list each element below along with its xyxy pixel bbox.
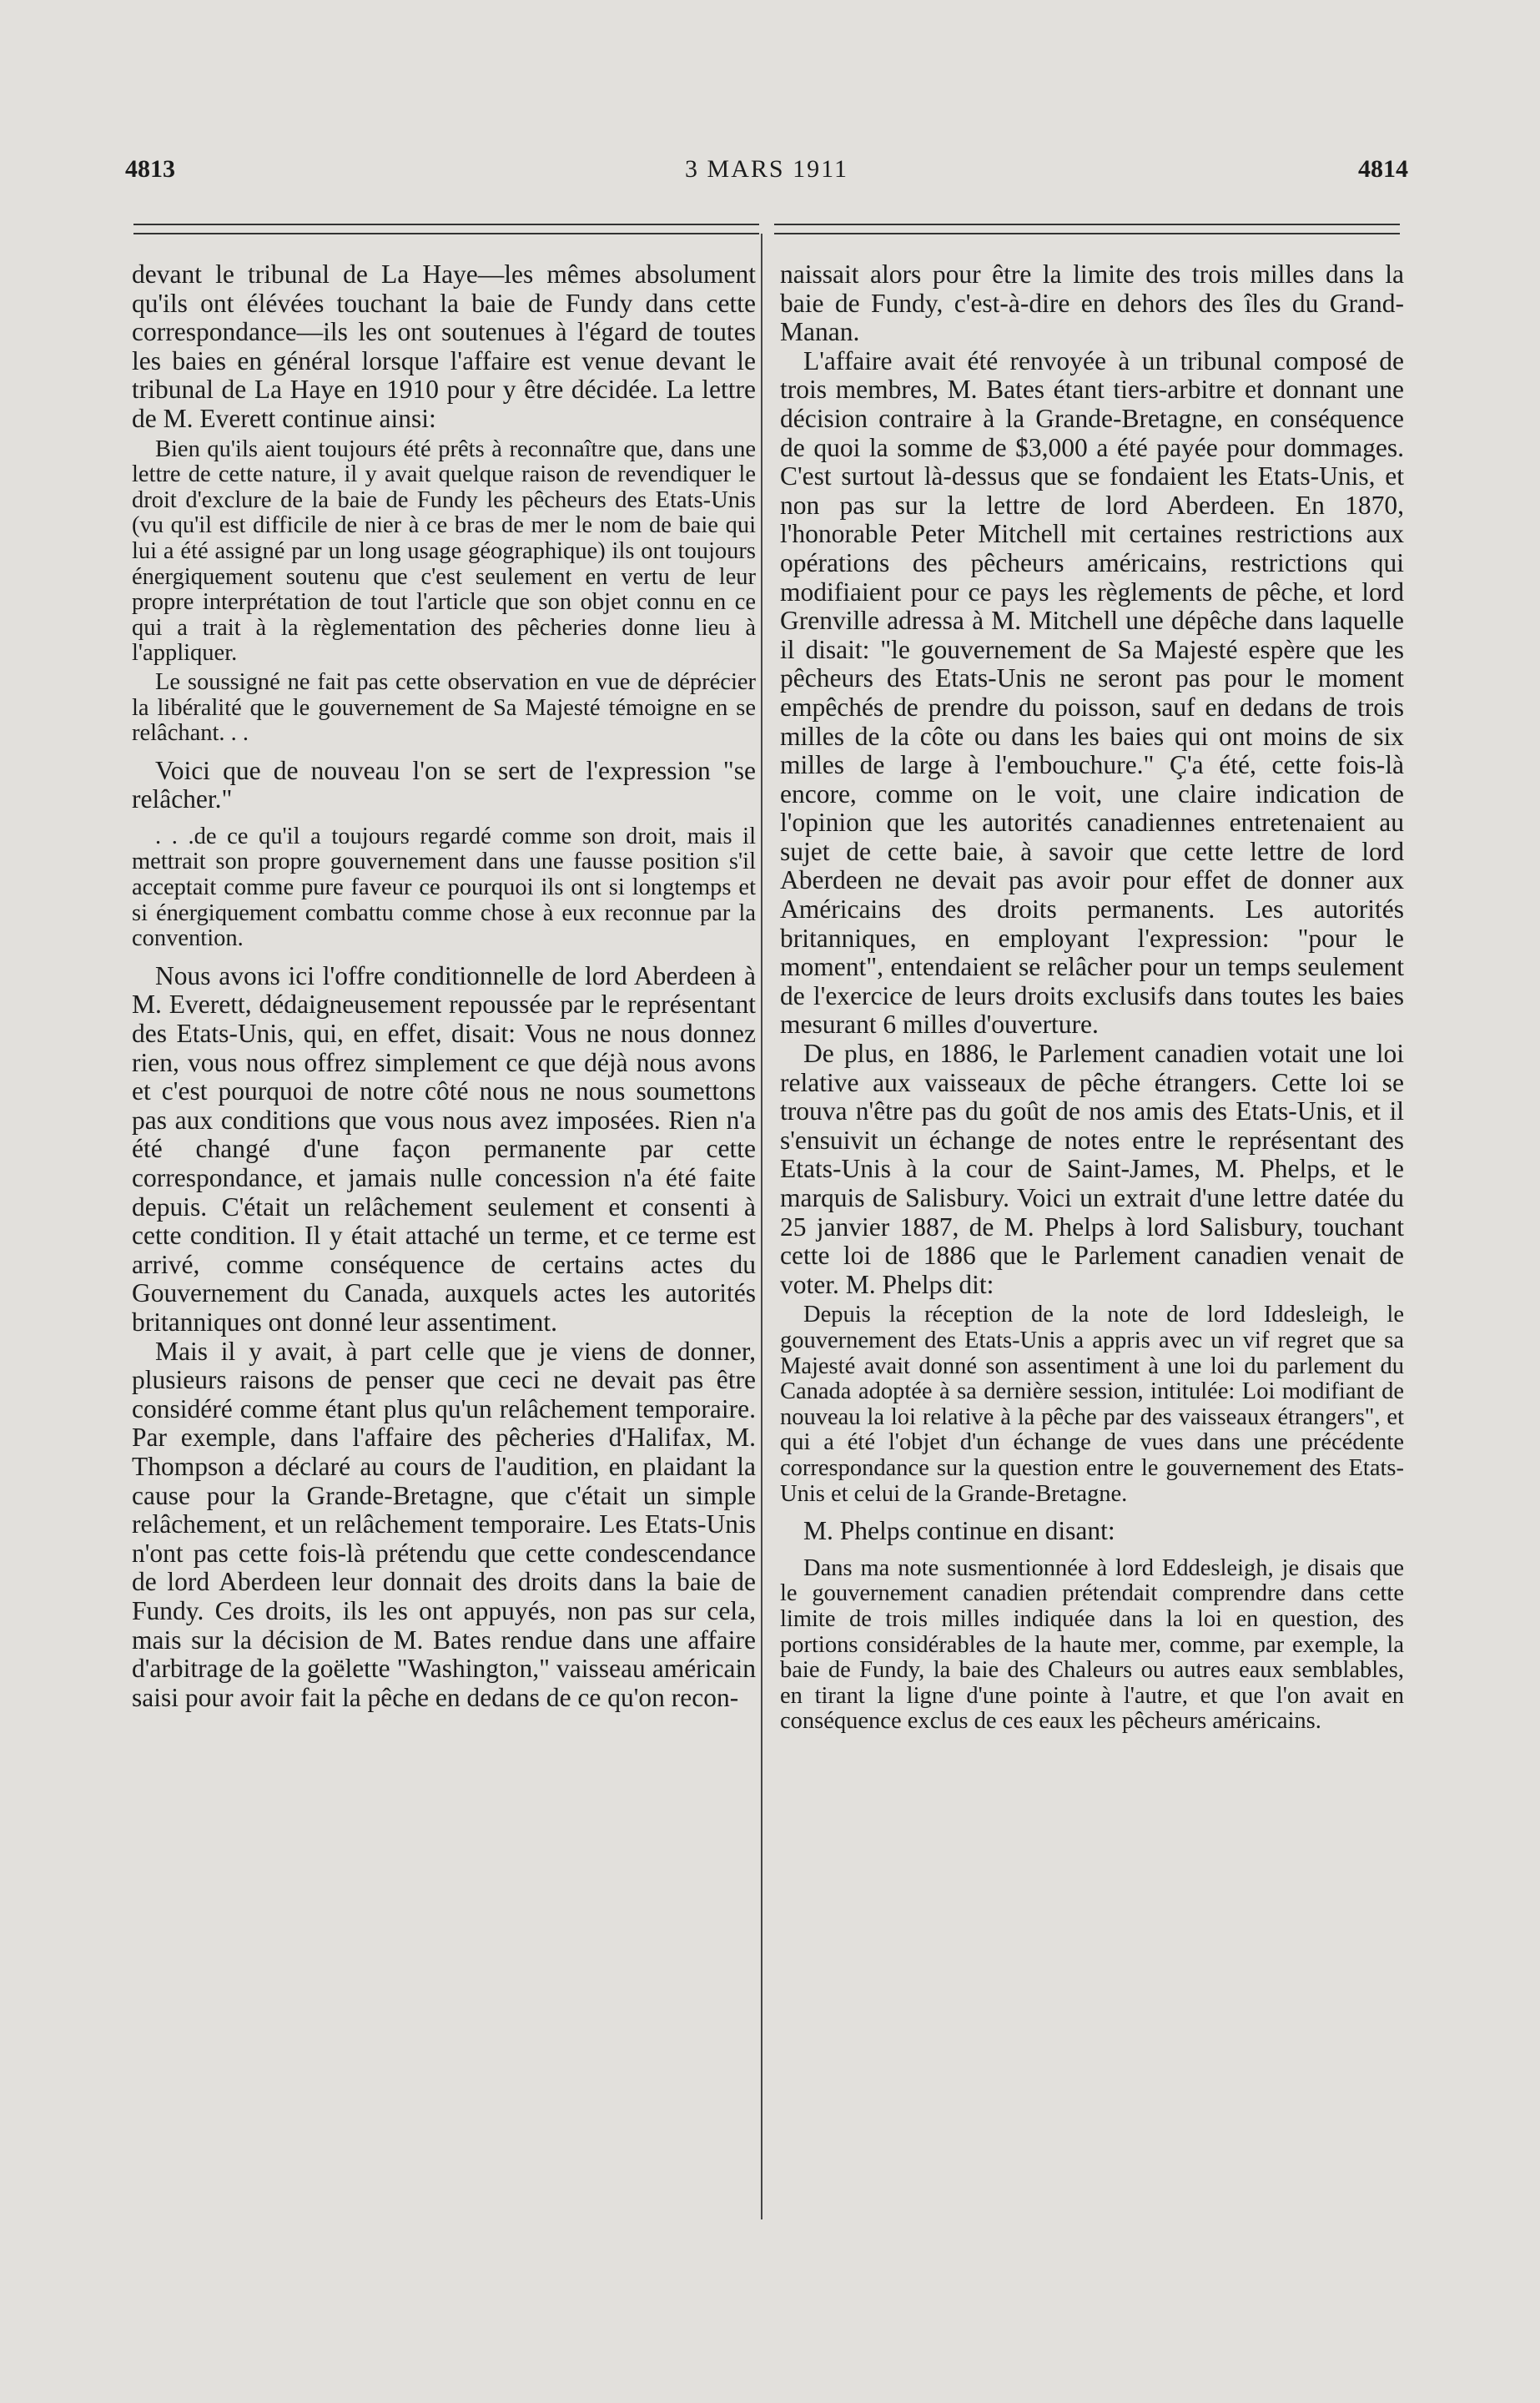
page-date: 3 MARS 1911 [685, 155, 848, 183]
right-column [780, 260, 1404, 1738]
paragraph: naissait alors pour être la limite des trois milles dans la baie de Fundy, c'est-à-dire en dehors des îles du Grand-Manan. [780, 259, 1404, 347]
left-column [132, 260, 756, 1712]
column-divider [761, 234, 762, 2219]
page-number-left: 4813 [125, 155, 175, 183]
block-quote: Dans ma note susmentionnée à lord Eddesleigh, je disais que le gouvernement canadien prétendait comprendre dans cette limite de trois milles indiquée dans la loi en question, des portions considérables de la haute mer, comme, par exemple, la baie de Fundy, la baie des Chaleurs ou autres eaux semblables, en tirant la ligne d'une pointe à l'autre, et que l'on avait en conséquence exclus de ces eaux les pêcheurs américains. [780, 1554, 1404, 1735]
block-quote: Bien qu'ils aient toujours été prêts à reconnaître que, dans une lettre de cette nature, il y avait quelque raison de revendiquer le droit d'exclure de la baie de Fundy les pêcheurs des Etats-Unis (vu qu'il est difficile de nier à ce bras de mer le nom de baie qui lui a été assigné par un long usage géographique) ils ont toujours énergiquement soutenu que c'est seulement en vertu de leur propre interprétation de tout l'article que son objet connu en ce qui a trait à la règlementation des pêcheries donne lieu à l'appliquer. [132, 436, 756, 667]
header-rule-right [774, 224, 1400, 234]
paragraph: L'affaire avait été renvoyée à un tribunal composé de trois membres, M. Bates étant tiers-arbitre et donnant une décision contraire à la Grande-Bretagne, en conséquence de quoi la somme de $3,000 a été payée pour dommages. C'est surtout là-dessus que se fondaient les Etats-Unis, et non pas sur la lettre de lord Aberdeen. En 1870, l'honorable Peter Mitchell mit certaines restrictions aux opérations des pêcheurs américains, restrictions qui modifiaient pour ce pays les règlements de pêche, et lord Grenville adressa à M. Mitchell une dépêche dans laquelle il disait: "le gouvernement de Sa Majesté espère que les pêcheurs des Etats-Unis ne seront pas pour le moment empêchés de prendre du poisson, sauf en dedans de trois milles de la côte ou dans les baies qui ont moins de six milles de large à l'embouchure." Ç'a été, cette fois-là encore, comme on le voit, une claire indication de l'opinion que les autorités canadiennes entretenaient au sujet de cette baie, à savoir que cette lettre de lord Aberdeen ne devait pas avoir pour effet de donner aux Américains des droits permanents. Les autorités britanniques, en employant l'expression: "pour le moment", entendaient se relâcher pour un temps seulement de l'exercice de leurs droits exclusifs dans toutes les baies mesurant 6 milles d'ouverture. [780, 345, 1404, 1040]
block-quote: Depuis la réception de la note de lord Iddesleigh, le gouvernement des Etats-Unis a appris avec un vif regret que sa Majesté avait donné son assentiment à une loi du parlement du Canada adoptée à sa dernière session, intitulée: Loi modifiant de nouveau la loi relative à la pêche par des vaisseaux étrangers", et qui a été l'objet d'un échange de vues dans une précédente correspondance sur la question entre le gouvernement des Etats-Unis et celui de la Grande-Bretagne. [780, 1302, 1404, 1507]
paragraph: M. Phelps continue en disant: [803, 1516, 1115, 1546]
block-quote: . . .de ce qu'il a toujours regardé comme son droit, mais il mettrait son propre gouvernement dans une fausse position s'il acceptait comme pure faveur ce pourquoi ils ont si longtemps et si énergiquement combattu comme chose à eux reconnue par la convention. [132, 823, 756, 952]
paragraph: Nous avons ici l'offre conditionnelle de lord Aberdeen à M. Everett, dédaigneusement repoussée par le représentant des Etats-Unis, qui, en effet, disait: Vous ne nous donnez rien, vous nous offrez simplement ce que déjà nous avons et c'est pourquoi de notre côté nous ne nous soumettons pas aux conditions que vous nous avez imposées. Rien n'a été changé d'une façon permanente par cette correspondance, et jamais nulle concession n'a été faite depuis. C'était un relâchement seulement et consenti à cette condition. Il y était attaché un terme, et ce terme est arrivé, comme conséquence de certains actes du Gouvernement du Canada, auxquels actes les autorités britanniques ont donné leur assentiment. [132, 960, 756, 1337]
paragraph: devant le tribunal de La Haye—les mêmes absolument qu'ils ont élévées touchant la baie de Fundy dans cette correspondance—ils les ont soutenues à l'égard de toutes les baies en général lorsque l'affaire est venue devant le tribunal de La Haye en 1910 pour y être décidée. La lettre de M. Everett continue ainsi: [132, 259, 756, 433]
paragraph: Mais il y avait, à part celle que je viens de donner, plusieurs raisons de penser que ceci ne devait pas être considéré comme étant plus qu'un relâchement temporaire. Par exemple, dans l'affaire des pêcheries d'Halifax, M. Thompson a déclaré au cours de l'audition, en plaidant la cause pour la Grande-Bretagne, que c'était un simple relâchement, et un relâchement temporaire. Les Etats-Unis n'ont pas cette fois-là prétendu que cette condescendance de lord Aberdeen leur donnait des droits dans la baie de Fundy. Ces droits, ils les ont appuyés, non pas sur cela, mais sur la décision de M. Bates rendue dans une affaire d'arbitrage de la goëlette "Washington," vaisseau américain saisi pour avoir fait la pêche en dedans de ce qu'on recon- [132, 1336, 756, 1712]
paragraph: De plus, en 1886, le Parlement canadien votait une loi relative aux vaisseaux de pêche étrangers. Cette loi se trouva n'être pas du goût de nos amis des Etats-Unis, et il s'ensuivit un échange de notes entre le représentant des Etats-Unis à la cour de Saint-James, M. Phelps, et le marquis de Salisbury. Voici un extrait d'une lettre datée du 25 janvier 1887, de M. Phelps à lord Salisbury, touchant cette loi de 1886 que le Parlement canadien venait de voter. M. Phelps dit: [780, 1039, 1404, 1299]
page-number-right: 4814 [1358, 155, 1408, 183]
page-header [125, 155, 1408, 194]
header-rule-left [133, 224, 759, 234]
block-quote: Le soussigné ne fait pas cette observation en vue de déprécier la libéralité que le gouvernement de Sa Majesté témoigne en se relâchant. . . [132, 668, 756, 747]
paragraph: Voici que de nouveau l'on se sert de l'expression "se relâcher." [132, 755, 756, 814]
